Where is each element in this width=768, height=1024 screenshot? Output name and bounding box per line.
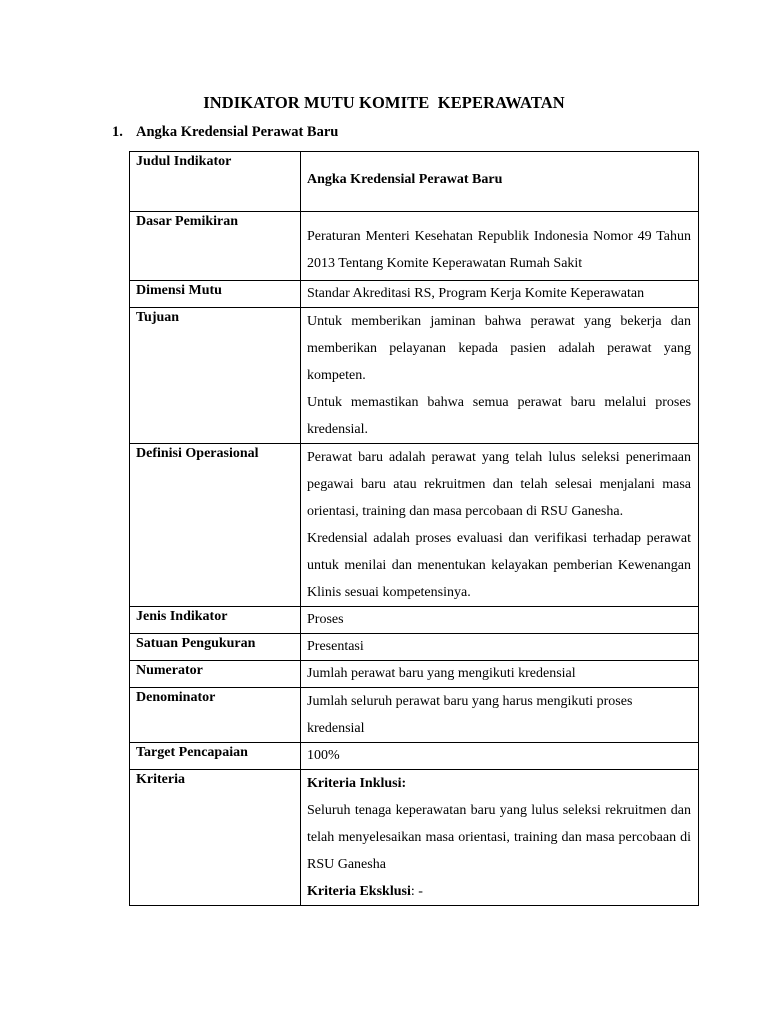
- kriteria-inklusi-text: Seluruh tenaga keperawatan baru yang lulus seleksi rekruitmen dan telah menyelesaikan masa orientasi, training dan masa percobaan di RSU Ganesha: [307, 803, 691, 872]
- section-heading: [112, 124, 338, 141]
- table-row-judul-indikator: [130, 152, 699, 212]
- kriteria-eksklusi-heading: Kriteria Eksklusi: [307, 884, 411, 899]
- row-label: Numerator: [130, 661, 301, 688]
- table-row-satuan-pengukuran: [130, 634, 699, 661]
- row-value: [301, 308, 699, 444]
- row-label: Satuan Pengukuran: [130, 634, 301, 661]
- table-row-dasar-pemikiran: [130, 212, 699, 281]
- table-row-denominator: [130, 688, 699, 743]
- row-label: Target Pencapaian: [130, 743, 301, 770]
- row-label: Kriteria: [130, 770, 301, 906]
- table-row-numerator: [130, 661, 699, 688]
- paragraph: Untuk memastikan bahwa semua perawat baru melalui proses kredensial.: [307, 395, 691, 437]
- row-value: Proses: [301, 607, 699, 634]
- table-row-jenis-indikator: [130, 607, 699, 634]
- section-title: Angka Kredensial Perawat Baru: [136, 124, 339, 140]
- row-label: Judul Indikator: [130, 152, 301, 212]
- row-value: Standar Akreditasi RS, Program Kerja Komite Keperawatan: [301, 281, 699, 308]
- kriteria-eksklusi-value: : -: [410, 884, 423, 899]
- table-row-dimensi-mutu: [130, 281, 699, 308]
- indicator-table: [129, 151, 699, 906]
- row-value: Angka Kredensial Perawat Baru: [301, 152, 699, 212]
- row-label: Definisi Operasional: [130, 444, 301, 607]
- row-label: Dimensi Mutu: [130, 281, 301, 308]
- row-value: Peraturan Menteri Kesehatan Republik Indonesia Nomor 49 Tahun 2013 Tentang Komite Keperawatan Rumah Sakit: [301, 212, 699, 281]
- row-value: [301, 444, 699, 607]
- table-row-target-pencapaian: [130, 743, 699, 770]
- kriteria-eksklusi: [307, 878, 691, 905]
- row-value: Jumlah perawat baru yang mengikuti kredensial: [301, 661, 699, 688]
- row-value: Presentasi: [301, 634, 699, 661]
- table-row-kriteria: [130, 770, 699, 906]
- row-value: 100%: [301, 743, 699, 770]
- row-label: Jenis Indikator: [130, 607, 301, 634]
- row-label: Dasar Pemikiran: [130, 212, 301, 281]
- paragraph: Kredensial adalah proses evaluasi dan verifikasi terhadap perawat untuk menilai dan menentukan kelayakan pemberian Kewenangan Klinis sesuai kompetensinya.: [307, 531, 691, 600]
- section-number: 1.: [112, 124, 123, 140]
- row-label: Tujuan: [130, 308, 301, 444]
- paragraph: Perawat baru adalah perawat yang telah lulus seleksi penerimaan pegawai baru atau rekruitmen dan telah selesai menjalani masa orientasi, training dan masa percobaan di RSU Ganesha.: [307, 450, 691, 519]
- table-row-definisi-operasional: [130, 444, 699, 607]
- kriteria-inklusi-heading: Kriteria Inklusi:: [307, 776, 407, 791]
- page-title: INDIKATOR MUTU KOMITE KEPERAWATAN: [203, 93, 565, 112]
- paragraph: Untuk memberikan jaminan bahwa perawat yang bekerja dan memberikan pelayanan kepada pasien adalah perawat yang kompeten.: [307, 314, 691, 383]
- row-value: [301, 770, 699, 906]
- row-value: Jumlah seluruh perawat baru yang harus mengikuti proses kredensial: [301, 688, 699, 743]
- table-row-tujuan: [130, 308, 699, 444]
- row-label: Denominator: [130, 688, 301, 743]
